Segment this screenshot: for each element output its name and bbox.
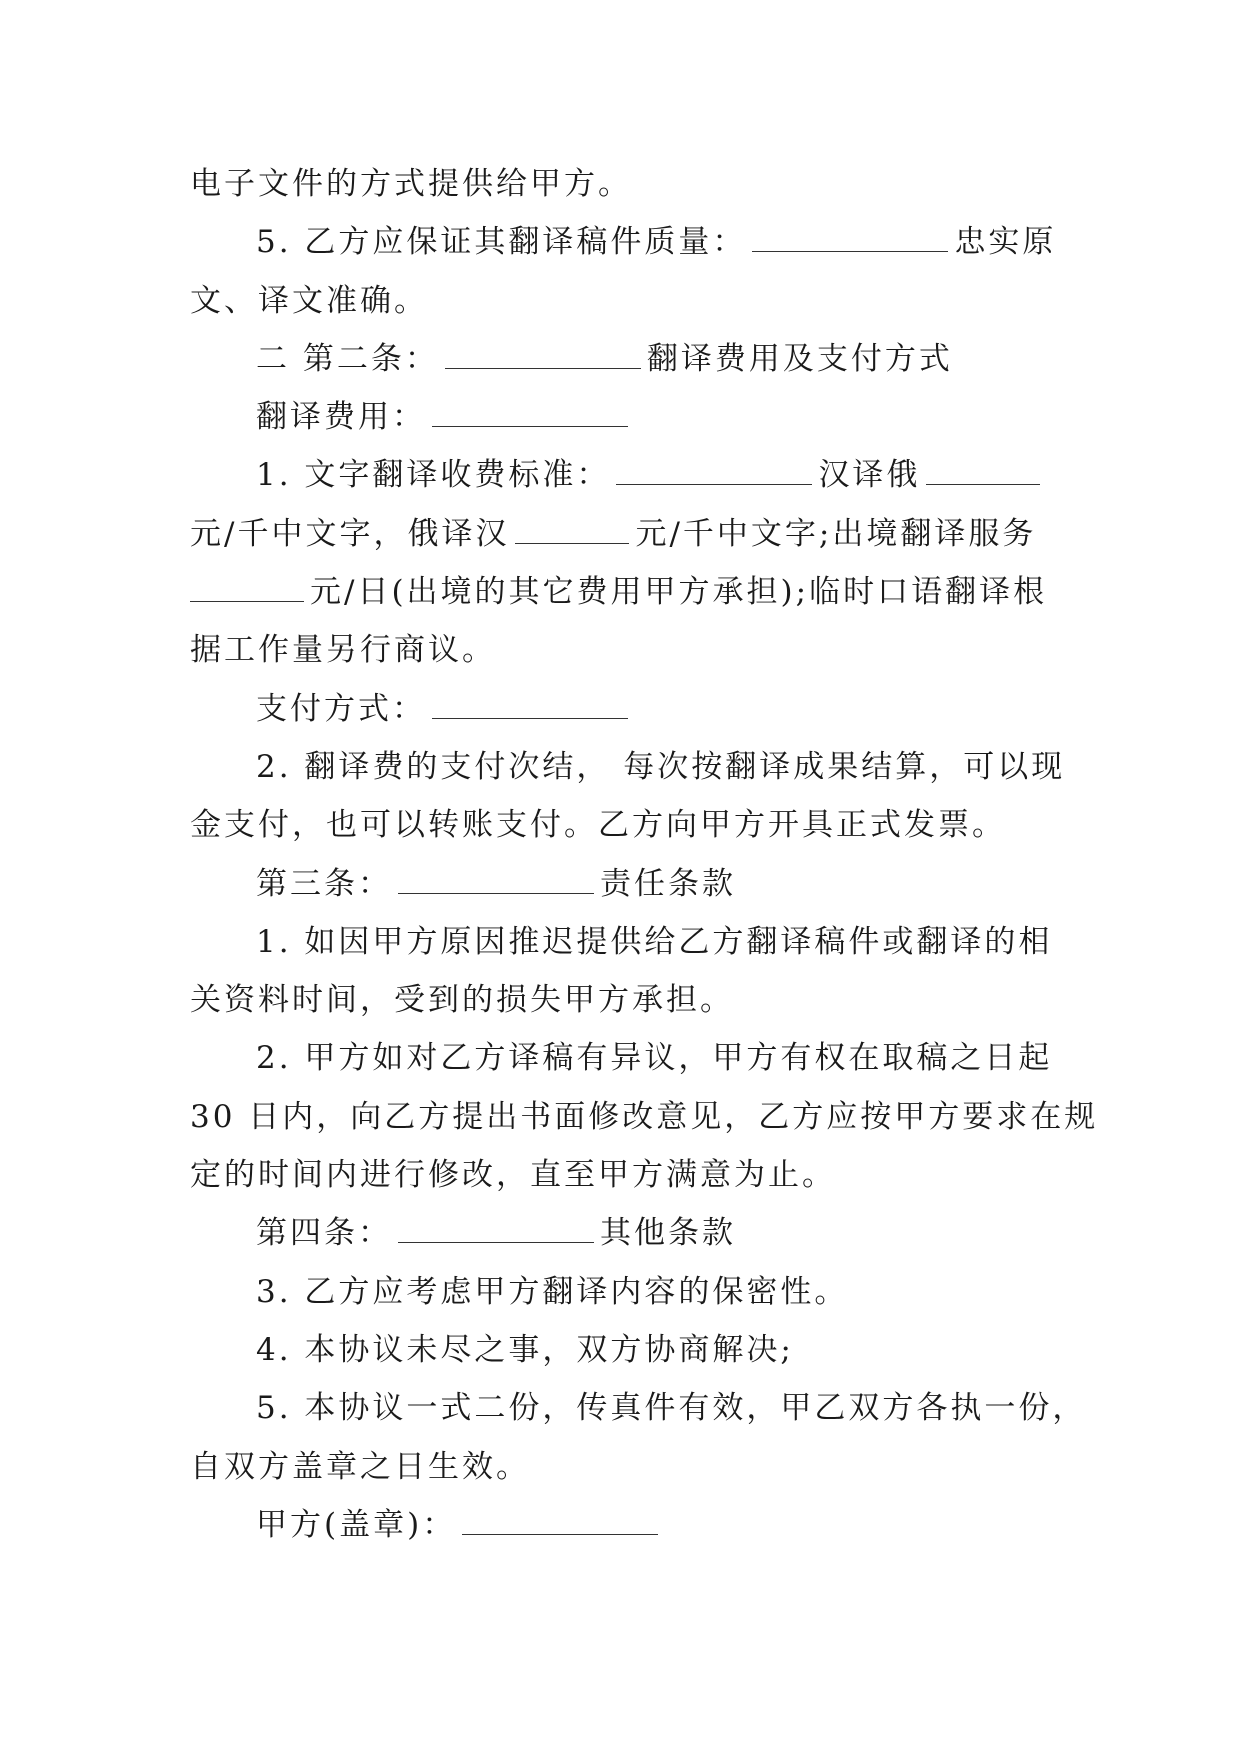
text-line: 30 日内，向乙方提出书面修改意见，乙方应按甲方要求在规 — [190, 1098, 1099, 1135]
text-line: 第四条： 其他条款 — [256, 1215, 736, 1252]
fill-blank[interactable] — [926, 460, 1040, 485]
text-line: 据工作量另行商议。 — [190, 632, 496, 669]
document-page — [190, 155, 1099, 1554]
fill-blank[interactable] — [432, 694, 628, 719]
fill-blank[interactable] — [462, 1510, 658, 1535]
text-line: 关资料时间，受到的损失甲方承担。 — [190, 982, 734, 1019]
text-line: 甲方(盖章)： — [190, 1496, 1050, 1554]
fill-blank[interactable] — [398, 1218, 594, 1243]
text-line: 3. 乙方应考虑甲方翻译内容的保密性。 — [256, 1273, 849, 1310]
text-line: 文、译文准确。 — [190, 282, 428, 319]
text-line: 支付方式： — [190, 680, 1050, 738]
text-line: 5. 乙方应保证其翻译稿件质量： 忠实原 — [256, 224, 1057, 261]
text-line: 1. 如因甲方原因推迟提供给乙方翻译稿件或翻译的相 — [256, 923, 1053, 960]
text-line: 5. 本协议一式二份，传真件有效，甲乙双方各执一份， — [256, 1390, 1087, 1427]
fill-blank[interactable] — [432, 402, 628, 427]
fill-blank[interactable] — [398, 869, 594, 894]
text-line: 元/日(出境的其它费用甲方承担);临时口语翻译根 — [190, 563, 1050, 621]
text-line: 4. 本协议未尽之事，双方协商解决; — [256, 1331, 794, 1368]
fill-blank[interactable] — [445, 344, 641, 369]
text-line: 翻译费用： — [190, 388, 1050, 446]
text-line: 第三条： 责任条款 — [256, 865, 736, 902]
fill-blank[interactable] — [190, 577, 304, 602]
text-line: 自双方盖章之日生效。 — [190, 1448, 530, 1485]
text-line: 电子文件的方式提供给甲方。 — [190, 166, 632, 202]
text-line: 定的时间内进行修改，直至甲方满意为止。 — [190, 1157, 836, 1194]
text-line: 金支付，也可以转账支付。乙方向甲方开具正式发票。 — [190, 807, 1006, 844]
text-line: 元/千中文字，俄译汉 元/千中文字;出境翻译服务 — [190, 515, 1037, 552]
fill-blank[interactable] — [515, 519, 629, 544]
fill-blank[interactable] — [616, 460, 812, 485]
text-line: 2. 甲方如对乙方译稿有异议，甲方有权在取稿之日起 — [256, 1040, 1053, 1077]
text-line: 2. 翻译费的支付次结， 每次按翻译成果结算，可以现 — [256, 748, 1066, 785]
text-line: 二 第二条： 翻译费用及支付方式 — [256, 340, 953, 377]
text-line: 1. 文字翻译收费标准： 汉译俄 — [190, 446, 1050, 504]
fill-blank[interactable] — [752, 227, 948, 252]
